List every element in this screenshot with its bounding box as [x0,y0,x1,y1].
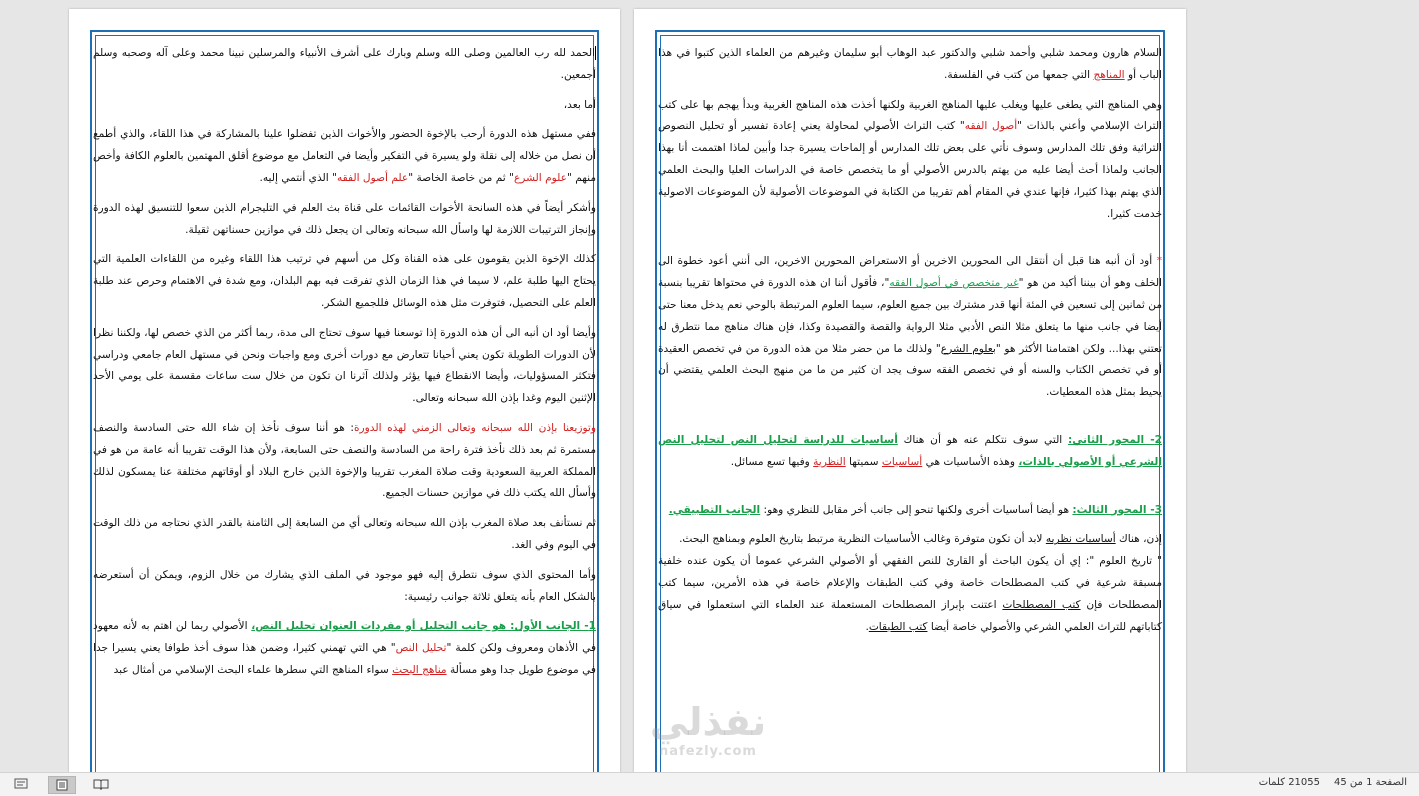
paragraph[interactable]: 1- الجانب الأول: هو جانب التحليل أو مفردات العنوان تحليل النص، الأصولي ربما لن اهتم به لأنه معهود في الأذهان ومعروف ولكن كلمة "تحليل النص" هي التي تهمني كثيرا، وضمن هذا سوف أخذ طوافا يعني يسيرا جدا في موضوع طويل جدا وهو مسألة مناهج البحث سواء المناهج التي سطرها علماء البحث الإسلامي من أمثال عبد [93,620,597,676]
blank-line [658,482,1162,500]
read-mode-icon[interactable] [92,776,110,792]
page-indicator[interactable]: الصفحة 1 من 45 [1334,777,1407,788]
proofing-icon[interactable] [12,776,30,792]
paragraph[interactable]: إذن، هناك أساسيات نظريه لابد أن تكون متوفرة وغالب الأساسيات النظرية مرتبط بتاريخ العلوم وبمناهج البحث. [679,533,1162,546]
paragraph[interactable]: وأيضا أود ان أنبه الى أن هذه الدورة إذا توسعنا فيها سوف تحتاج الى مدة، ربما أكثر من الذي خصص لها، ولكننا نظرا لأن الدورات الطويلة تكون يعني أحيانا تتعارض مع دورات أخرى ومع واجبات ونحن في مستهل العام جامعي ودراسي فتكثر المسؤوليات، وأيضا الانقطاع فيها يؤثر ولذلك آثرنا ان تكون من خلال ست ساعات مقسمة على يومي الأحد الإثنين اليوم وغدا بإذن الله سبحانه وتعالى. [93,326,596,405]
paragraph[interactable]: وهي المناهج التي يطغى عليها ويغلب عليها المناهج الغربية ولكنها أخذت هذه المناهج الغربية وبدأ يهجم بها على كتب التراث الإسلامي وأعني بالذات "أصول الفقه" كتب التراث الأصولي لمحاولة يعني إعادة تفسير أو تحليل النصوص التراثية وفق تلك المدارس وسوف نأتي على بعض تلك المدارس أو إلماحات يسيرة جدا وأبين لماذا اهتممت أنا بهذا الجانب ولماذا أحث أيضا عليه من يهتم بالدرس الأصولي أو ما يتخصص خاصة في الدراسات العليا والبحث العلمي الذي يهتم بهذا كثيرا، فإنها عندي في المقام أهم تقريبا من الكتابة في الموضوعات الأصولية لأن الموضوعات الاصولية خدمت كثيرا. [658,98,1162,220]
status-info [1259,777,1407,788]
paragraph[interactable]: ففي مستهل هذه الدورة أرحب بالإخوة الحضور والأخوات الذين تفضلوا علينا بالمشاركة في هذا اللقاء، والذي أطمع أن نصل من خلاله إلى نقلة ولو يسيرة في التفكير وأيضا في التعامل مع موضوع أقلق المهتمين بالعلوم الكافة وأخص منهم "علوم الشرع" ثم من خاصة الخاصة "علم أصول الفقه" الذي أنتمي إليه. [93,128,596,184]
paragraph[interactable]: ثم نستأنف بعد صلاة المغرب بإذن الله سبحانه وتعالى أي من السابعة إلى الثامنة بالقدر الذي نحتاجه من ذلك الوقت في اليوم وفي الغد. [93,517,596,551]
paragraph[interactable]: وأما المحتوى الذي سوف نتطرق إليه فهو موجود في الملف الذي يشارك من خلال الزوم، ويمكن أن أستعرضه بالشكل العام بأنه يتعلق ثلاثة جوانب رئيسية: [93,568,596,603]
paragraph[interactable]: وتوزيعنا بإذن الله سبحانه وتعالى الزمني لهذه الدورة: هو أننا سوف نأخذ إن شاء الله حتى السادسة والنصف مستمرة ثم بعد ذلك نأخذ فترة راحة من السادسة والنصف حتى السابعة، ولأن هذا الوقت تقريبا أنه عامة من هو في المملكة العربية السعودية وقت صلاة المغرب تقريبا والإخوة الذين خارج البلاد أو أوقاتهم مختلفة عنا يمسكون لذلك وأسأل الله يكتب ذلك في موازين حسنات الجميع. [93,421,596,500]
blank-line [658,233,1162,251]
document-page-2[interactable] [69,9,620,773]
word-count[interactable]: 21055 كلمات [1258,777,1320,788]
blank-line [658,412,1162,430]
paragraph[interactable]: " تاريخ العلوم ": إي أن يكون الباحث أو القارئ للنص الفقهي أو الأصولي الشرعي عموما أن يكون عنده خلفية مسبقة شرعية في كتب المصطلحات خاصة وفي كتب الطبقات والإعلام خاصة في هذه الأمرين، سيما كتب المصطلحات فإن كتب المصطلحات اعتنت بإبراز المصطلحات المستعملة عند العلماء التي استعملوا في سياق كتاباتهم للتراث العلمي الشرعي والأصولي خاصة أيضا كتب الطبقات. [658,555,1162,633]
paragraph[interactable]: 3- المحور الثالث: هو أيضا أساسيات أخرى ولكنها تنحو إلى جانب أخر مقابل للنظري وهو: الجانب التطبيقي. [668,503,1162,516]
paragraph[interactable]: وأشكر أيضاً في هذه السانحة الأخوات القائمات على قناة بث العلم في التليجرام الذين سعوا للتنسيق لهذه الدورة وإنجاز الترتيبات اللازمة لها واسأل الله سبحانه وتعالى ان يجعل ذلك في موازين حسناتهن ثقيلة. [93,201,596,236]
paragraph[interactable]: * أود أن أنبه هنا قبل أن أنتقل الى المحورين الاخرين أو الاستعراض المحورين الاخرين، الى أنني أعود خطوة الى الخلف وهو أن بيننا أكيد من هو "غير متخصص في أصول الفقه"، فأقول أننا ان هذه الدورة في محتواها تقريبا بنسبة من ثمانين إلى تسعين في المئة أنها قدر مشترك بين جميع العلوم، سيما العلوم المرتبطة بالوحي نعم يدخل معنا حتى أيضا في جانب منها ما يتعلق مثلا النص الأدبي مثلا الرواية والقصة والقصيدة وكذا، فإن هناك مناهج مما نتطرق له تعتني بهذا... ولكن اهتمامنا الأكثر هو "بعلوم الشرع" ولذلك ما من حضر مثلا من هذه الدورة من في تخصص العقيدة أو في تخصص الكتاب والسنه أو في تخصص الفقه سوف يجد ان كثير من ما من منهج البحث العلمي يقتضي أن يحيط بمثل هذه المعطيات. [658,255,1162,399]
paragraph[interactable]: 2- المحور الثاني: التي سوف نتكلم عنه هو أن هناك أساسيات للدراسة لتحليل النص لتحليل النص الشرعي أو الأصولي بالذات، وهذه الأساسيات هي أساسيات سميتها النظرية وفيها تسع مسائل. [658,433,1162,468]
paragraph[interactable]: أما بعد، [563,98,596,111]
paragraph[interactable]: الحمد لله رب العالمين وصلى الله وسلم وبارك على أشرف الأنبياء والمرسلين نبينا محمد وعلى آله وصحبه وسلم أجمعين. [93,47,596,81]
print-layout-icon[interactable] [48,776,76,794]
status-bar [0,772,1419,796]
paragraph[interactable]: السلام هارون ومحمد شلبي وأحمد شلبي والدكتور عبد الوهاب أبو سليمان وغيرهم من العلماء الذين كتبوا في هذا الباب أو المناهج التي جمعها من كتب في الفلسفة. [658,47,1162,81]
paragraph[interactable]: كذلك الإخوة الذين يقومون على هذه القناة وكل من أسهم في ترتيب هذا اللقاء وغيره من اللقاءات العلمية التي يحتاج اليها طلبة علم، لا سيما في هذا الزمان الذي تفرقت فيه بهم البلدان، ومع شدة في الاهتمام وحرص عند طلبة العلم على التحصيل، فتوفرت مثل هذه الوسائل فللجميع الشكر. [93,253,596,309]
page-text-body[interactable] [658,43,1162,646]
watermark-logo: نفذلي nafezly.com [649,700,767,759]
text-cursor [595,46,596,60]
page-text-body[interactable] [93,43,596,690]
document-page-1[interactable] [634,9,1186,773]
